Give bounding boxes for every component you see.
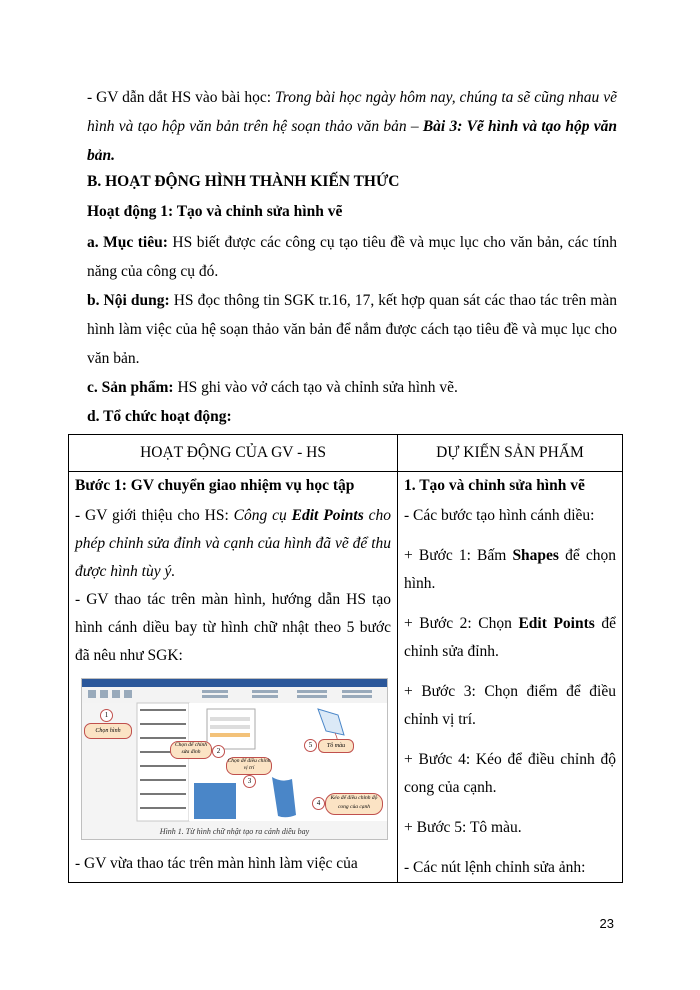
objective-text: HS biết được các công cụ tạo tiêu đề và mục lục cho văn bản, các tính năng của công cụ đó. — [87, 234, 617, 280]
right-cell — [398, 472, 623, 883]
figure-caption: Hình 1. Từ hình chữ nhật tạo ra cánh diều bay — [159, 827, 310, 836]
gv-guide: - GV thao tác trên màn hình, hướng dẫn HS tạo hình cánh diều bay từ hình chữ nhật theo 5 bước đã nêu như SGK: — [75, 591, 391, 664]
activity-table — [68, 434, 623, 883]
product-title: 1. Tạo và chỉnh sửa hình vẽ — [404, 477, 585, 494]
callout-label-5: Tô màu — [318, 739, 354, 753]
content-paragraph — [87, 286, 617, 373]
product-step-4: + Bước 4: Kéo để điều chỉnh độ cong của cạnh. — [404, 751, 616, 796]
header-gv-hs: HOẠT ĐỘNG CỦA GV - HS — [69, 435, 398, 472]
callout-number-5: 5 — [304, 739, 317, 752]
organize-label: d. Tổ chức hoạt động: — [87, 408, 232, 425]
step-1-tail: để chọn hình. — [404, 547, 616, 592]
edit-buttons-line: - Các nút lệnh chỉnh sửa ảnh: — [404, 859, 586, 876]
product-step-1 — [404, 542, 616, 598]
shapes-term: Shapes — [512, 547, 559, 564]
table-header-row — [69, 435, 623, 472]
gv-intro-lead: - GV giới thiệu cho HS: — [75, 507, 234, 524]
activity-title: Hoạt động 1: Tạo và chỉnh sửa hình vẽ — [87, 203, 343, 220]
intro-quote: Trong bài học ngày hôm nay, chúng ta sẽ cũng nhau vẽ hình và tạo hộp văn bản trên hệ soạn thảo văn bản – — [87, 89, 617, 135]
gv-last-line: - GV vừa thao tác trên màn hình làm việc của — [75, 855, 358, 872]
edit-points-term: Edit Points — [291, 507, 364, 524]
intro-lead: - GV dẫn dắt HS vào bài học: — [87, 89, 275, 106]
rectangle-shape — [194, 783, 236, 819]
table-body-row — [69, 472, 623, 883]
gv-intro — [75, 502, 391, 586]
header-products: DỰ KIẾN SẢN PHẨM — [398, 435, 623, 472]
product-text: HS ghi vào vở cách tạo và chỉnh sửa hình vẽ. — [173, 379, 458, 396]
objective-paragraph — [87, 228, 617, 286]
left-cell — [69, 472, 398, 883]
gv-intro-italic-2: cho phép chỉnh sửa đỉnh và cạnh của hình đã vẽ để thu được hình tùy ý. — [75, 507, 392, 580]
title-bar — [82, 679, 387, 687]
organize-paragraph — [87, 402, 617, 431]
step-2-tail: để chỉnh sửa đỉnh. — [404, 615, 617, 660]
product-step-3: + Bước 3: Chọn điểm để điều chỉnh vị trí. — [404, 683, 616, 728]
lesson-title: Bài 3: Vẽ hình và tạo hộp văn bản. — [87, 118, 617, 164]
product-label: c. Sản phẩm: — [87, 379, 174, 396]
page-number: 23 — [599, 916, 614, 931]
product-step-5: + Bước 5: Tô màu. — [404, 819, 522, 836]
menu-item — [210, 725, 250, 729]
callout-label-2: Chọn để chỉnh sửa đỉnh — [170, 741, 212, 759]
callout-number-2: 2 — [212, 745, 225, 758]
content-text: HS đọc thông tin SGK tr.16, 17, kết hợp quan sát các thao tác trên màn hình làm việc của hệ soạn thảo văn bản để nắm được cách tạo tiêu đề và mục lục cho văn bản. — [87, 292, 617, 367]
product-step-2 — [404, 610, 616, 666]
menu-item — [210, 717, 250, 721]
shapes-gallery — [137, 703, 189, 821]
gv-intro-italic-1: Công cụ — [233, 507, 292, 524]
menu-item-edit-points — [210, 733, 250, 737]
step-1-title: Bước 1: GV chuyển giao nhiệm vụ học tập — [75, 477, 355, 494]
intro-paragraph — [87, 83, 617, 170]
callout-label-1: Chọn hình — [84, 723, 132, 739]
callout-number-3: 3 — [243, 775, 256, 788]
objective-label: a. Mục tiêu: — [87, 234, 168, 251]
content-label: b. Nội dung: — [87, 292, 170, 309]
step-2-lead: + Bước 2: Chọn — [404, 615, 519, 632]
kite-figure — [81, 678, 388, 840]
callout-label-3: Chọn để điều chỉnh vị trí — [226, 757, 272, 775]
steps-intro: - Các bước tạo hình cánh diều: — [404, 507, 595, 524]
section-b-heading: B. HOẠT ĐỘNG HÌNH THÀNH KIẾN THỨC — [87, 173, 400, 190]
callout-label-4: Kéo để điều chỉnh độ cong của cạnh — [325, 793, 383, 815]
step-1-lead: + Bước 1: Bấm — [404, 547, 513, 564]
callout-number-4: 4 — [312, 797, 325, 810]
product-paragraph — [87, 373, 617, 402]
edit-points-term-2: Edit Points — [518, 615, 595, 632]
callout-number-1: 1 — [100, 709, 113, 722]
